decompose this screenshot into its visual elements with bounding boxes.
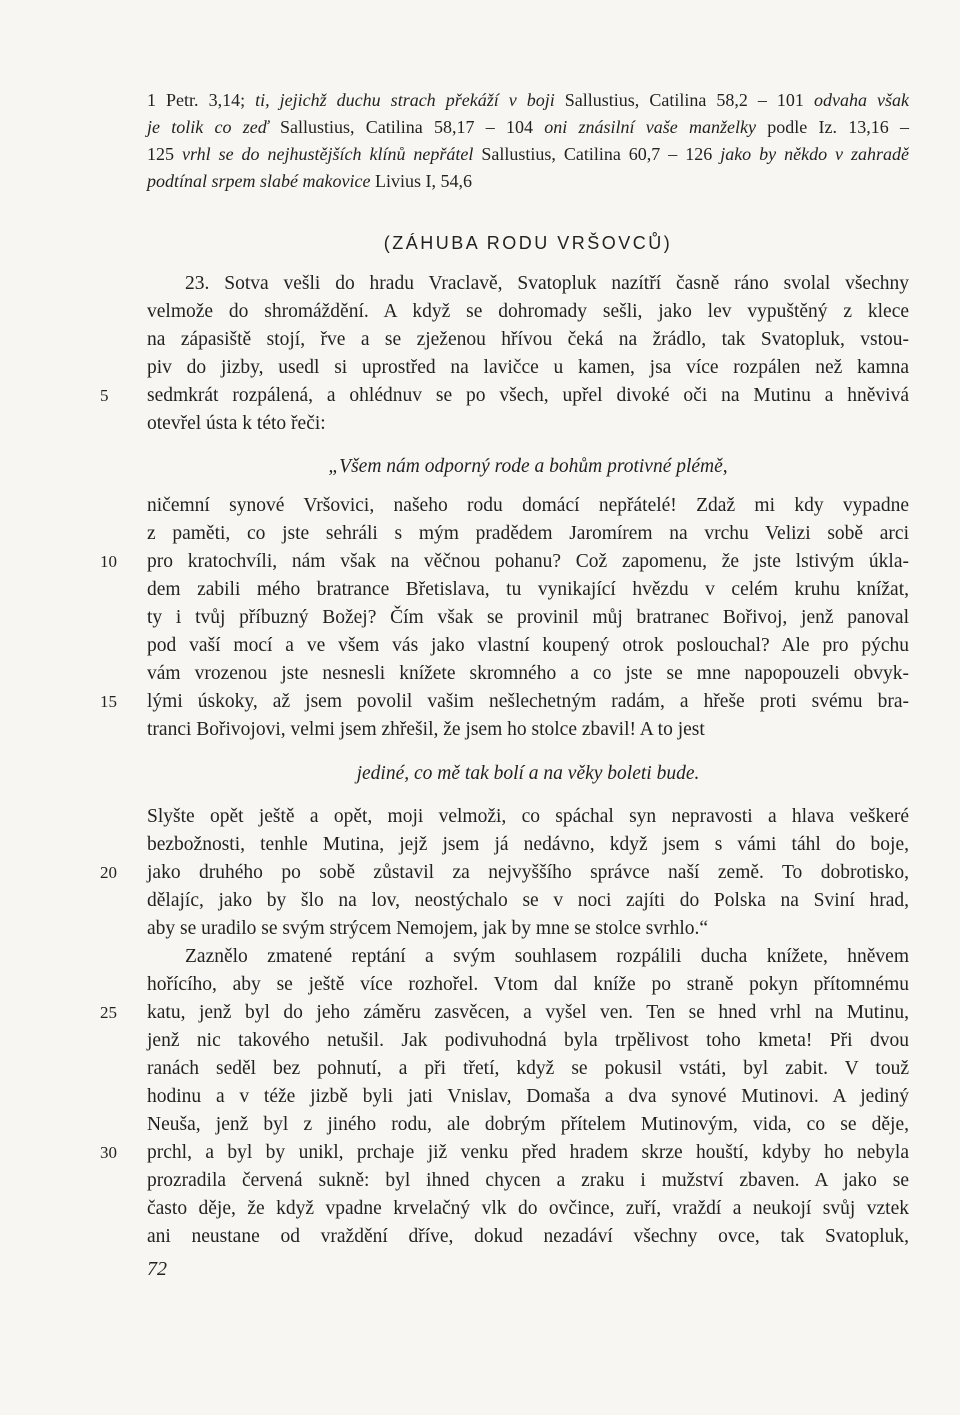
body-line: sedmkrát rozpálená, a ohlédnuv se po všech, upřel divoké oči na Mutinu a hněvivá: [147, 385, 909, 406]
body-line: Zaznělo zmatené reptání a svým souhlasem rozpálili ducha knížete, hněvem: [185, 946, 909, 967]
verse-line: „Všem nám odporný rode a bohům protivné plémě,: [328, 456, 728, 477]
body-line: z paměti, co jste sehráli s mým pradědem Jaromírem na vrchu Velizi sobě arci: [147, 523, 909, 544]
footnote-line-4: podtínal srpem slabé makovice Livius I, 54,6: [147, 171, 472, 191]
line-number: 25: [100, 1003, 117, 1022]
body-line: Neuša, jenž byl z jiného rodu, ale dobrým přítelem Mutinovým, vida, co se děje,: [147, 1114, 909, 1135]
body-line: prchl, a byl by unikl, prchaje již venku před hradem skrze houští, kdyby ho nebyla: [147, 1142, 909, 1163]
footnote-line-3: 125 vrhl se do nejhustějších klínů nepřátel Sallustius, Catilina 60,7 – 126 jako by někdo v zahradě: [147, 144, 909, 164]
body-line: aby se uradilo se svým strýcem Nemojem, jak by mne se stolce svrhlo.“: [147, 918, 709, 939]
body-line: katu, jenž byl do jeho záměru zasvěcen, a vyšel ven. Ten se hned vrhl na Mutinu,: [147, 1002, 909, 1023]
body-line: jako druhého po sobě zůstavil za nejvyššího správce naší země. To dobrotisko,: [147, 862, 909, 883]
body-line: dem zabili mého bratrance Břetislava, tu vynikající hvězdu v celém kruhu knížat,: [147, 579, 909, 600]
footnote-line-2: je tolik co zeď Sallustius, Catilina 58,17 – 104 oni znásilní vaše manželky podle Iz. 13,16 –: [147, 117, 909, 137]
body-line: hořícího, aby se ještě více rozhořel. Vtom dal kníže po straně pokyn přítomnému: [147, 974, 909, 995]
body-line: otevřel ústa k této řeči:: [147, 413, 326, 434]
line-number: 15: [100, 692, 117, 711]
footnote-line-1: 1 Petr. 3,14; ti, jejichž duchu strach překáží v boji Sallustius, Catilina 58,2 – 101 odvaha však: [147, 90, 909, 110]
section-heading: (ZÁHUBA RODU VRŠOVCŮ): [383, 233, 673, 253]
body-line: na zápasiště stojí, řve a se zježenou hřívou čeká na žrádlo, tak Svatopluk, vstou-: [147, 329, 909, 350]
body-line: tranci Bořivojovi, velmi jsem zhřešil, že jsem ho stolce zbavil! A to jest: [147, 719, 705, 740]
page-number: 72: [147, 1258, 167, 1280]
body-line: ranách seděl bez pohnutí, a při třetí, když se pokusil vstáti, byl zabit. V touž: [147, 1058, 909, 1079]
body-line: ty i tvůj příbuzný Božej? Čím však se provinil můj bratranec Bořivoj, jenž panoval: [147, 607, 909, 628]
body-line: často děje, že když vpadne krvelačný vlk do ovčince, zuří, vraždí a neukojí svůj vztek: [147, 1198, 909, 1219]
body-line: ničemní synové Vršovici, našeho rodu domácí nepřátelé! Zdaž mi kdy vypadne: [147, 495, 909, 516]
body-line: Slyšte opět ještě a opět, moji velmoži, co spáchal syn nepravosti a hlava veškeré: [147, 806, 909, 827]
body-line: prozradila červená sukně: byl ihned chycen a zraku i mužství zbaven. A jako se: [147, 1170, 909, 1191]
body-line: bezbožnosti, tenhle Mutina, jejž jsem já nedávno, když jsem s vámi táhl do boje,: [147, 834, 909, 855]
body-line: pod vaší mocí a ve všem vás jako vlastní koupený otrok poslouchal? Ale pro pýchu: [147, 635, 909, 656]
body-line: ani neustane od vraždění dříve, dokud nezadáví všechny ovce, tak Svatopluk,: [147, 1226, 909, 1247]
line-number: 30: [100, 1143, 117, 1162]
body-line: velmože do shromáždění. A když se dohromady sešli, jako lev vypuštěný z klece: [147, 301, 909, 322]
body-line: vám vrozenou jste nesnesli knížete skromného a co jste se mne napopouzeli obvyk-: [147, 663, 909, 684]
body-line: lými úskoky, až jsem povolil vašim nešlechetným radám, a hřeše proti svému bra-: [147, 691, 909, 712]
body-line: jenž nic takového netušil. Jak podivuhodná byla trpělivost toho kmeta! Při dvou: [147, 1030, 909, 1051]
line-number: 20: [100, 863, 117, 882]
line-number: 10: [100, 552, 117, 571]
body-line: pro kratochvíli, nám však na věčnou pohanu? Což zapomenu, že jste lstivým úkla-: [147, 551, 909, 572]
body-line: dělajíc, jako by šlo na lov, neostýchalo se v noci zajíti do Polska na Sviní hrad,: [147, 890, 909, 911]
body-line: 23. Sotva vešli do hradu Vraclavě, Svatopluk nazítří časně ráno svolal všechny: [185, 273, 909, 294]
body-line: piv do jizby, usedl si uprostřed na lavičce u kamen, jsa více rozpálen než kamna: [147, 357, 909, 378]
body-line: hodinu a v téže jizbě byli jati Vnislav, Domaša a dva synové Mutinovi. A jediný: [147, 1086, 909, 1107]
verse-line: jediné, co mě tak bolí a na věky boleti bude.: [356, 763, 700, 784]
line-number: 5: [100, 386, 109, 405]
